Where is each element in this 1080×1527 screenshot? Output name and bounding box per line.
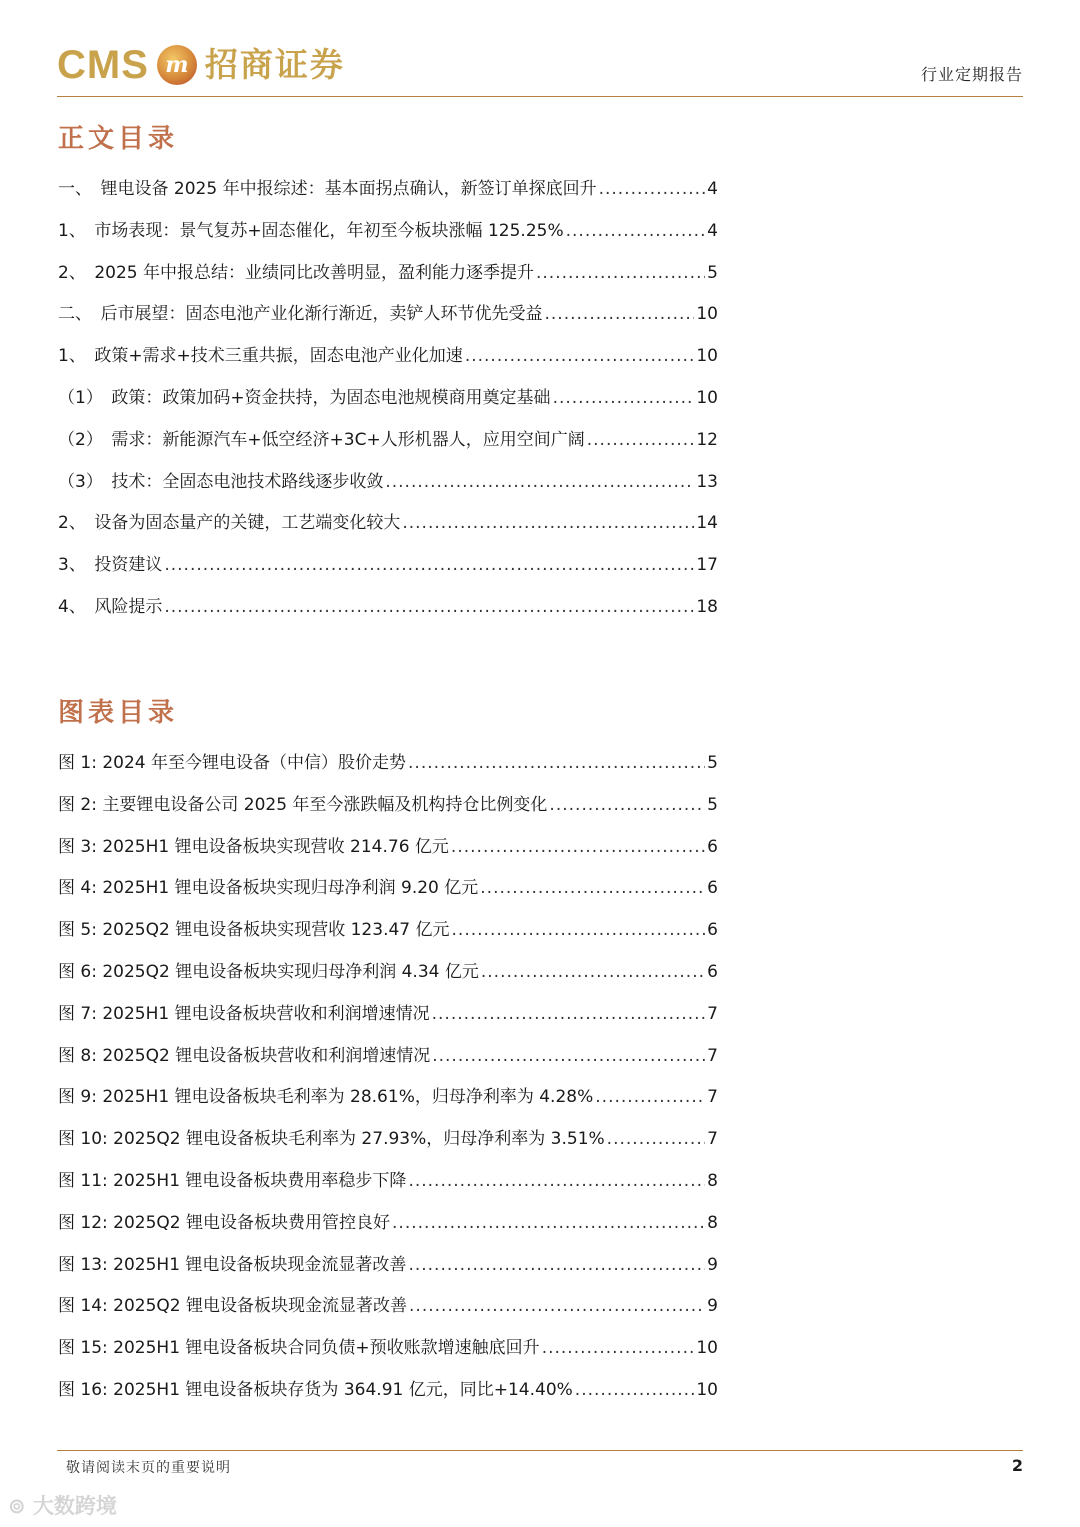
toc-entry[interactable] (58, 425, 718, 467)
toc-entry-text: 2、 2025 年中报总结：业绩同比改善明显，盈利能力逐季提升 (58, 262, 534, 283)
figure-entry-page-number: 5 (707, 753, 718, 773)
figure-entry[interactable] (58, 957, 718, 999)
figure-entry-text: 图 11: 2025H1 锂电设备板块费用率稳步下降 (58, 1170, 407, 1191)
figure-entry[interactable] (58, 1082, 718, 1124)
figure-entry-text: 图 15: 2025H1 锂电设备板块合同负债+预收账款增速触底回升 (58, 1338, 540, 1359)
toc-entry-text: 二、 后市展望：固态电池产业化渐行渐近，卖铲人环节优先受益 (58, 304, 543, 325)
toc-entry[interactable] (58, 341, 718, 383)
figure-entry-page-number: 7 (707, 1087, 718, 1108)
toc-entry-text: 1、 市场表现：景气复苏+固态催化，年初至今板块涨幅 125.25% (58, 220, 564, 241)
figure-entry-text: 图 8: 2025Q2 锂电设备板块营收和利润增速情况 (58, 1045, 431, 1066)
figure-entry-page-number: 9 (707, 1296, 718, 1317)
figure-entry-page-number: 8 (707, 1170, 718, 1191)
dot-leader (408, 1171, 705, 1191)
figure-entry-page-number: 8 (707, 1212, 718, 1233)
toc-entry[interactable] (58, 508, 718, 550)
toc-entry-page-number: 5 (707, 262, 718, 283)
dot-leader (545, 304, 695, 324)
figure-entry[interactable] (58, 1250, 718, 1292)
dot-leader (542, 1338, 695, 1358)
logo-chinese-text: 招商证券 (204, 45, 345, 84)
toc-entry-page-number: 10 (696, 346, 718, 367)
logo-emblem-icon: m (157, 45, 197, 85)
figure-entry-page-number: 7 (707, 1045, 718, 1066)
footer-divider (57, 1450, 1023, 1451)
dot-leader (452, 920, 706, 940)
figure-entry-page-number: 5 (707, 794, 718, 815)
figure-entry[interactable] (58, 1124, 718, 1166)
dot-leader (575, 1380, 695, 1400)
toc-entry-text: （2） 需求：新能源汽车+低空经济+3C+人形机器人，应用空间广阔 (58, 429, 585, 450)
figure-entry-text: 图 6: 2025Q2 锂电设备板块实现归母净利润 4.34 亿元 (58, 961, 479, 982)
toc-entry-page-number: 10 (696, 304, 718, 325)
figure-entry-text: 图 14: 2025Q2 锂电设备板块现金流显著改善 (58, 1296, 408, 1317)
logo-latin-text: CMS (57, 43, 149, 87)
toc-entry-page-number: 18 (696, 596, 718, 617)
toc-entry-page-number: 4 (707, 179, 718, 199)
toc-entry-text: 一、 锂电设备 2025 年中报综述：基本面拐点确认，新签订单探底回升 (58, 179, 597, 199)
dot-leader (432, 1004, 706, 1024)
toc-entry-text: 3、 投资建议 (58, 555, 163, 576)
dot-leader (385, 472, 694, 492)
cms-logo (57, 41, 345, 89)
dot-leader (595, 1087, 705, 1107)
figure-entry-page-number: 6 (707, 961, 718, 982)
report-type-label: 行业定期报告 (920, 65, 1023, 84)
figure-entry[interactable] (58, 873, 718, 915)
figure-entry[interactable] (58, 790, 718, 832)
dot-leader (465, 346, 695, 366)
dot-leader (408, 1255, 705, 1275)
figure-entry[interactable] (58, 1041, 718, 1083)
figure-entry-page-number: 6 (707, 878, 718, 899)
toc-entry[interactable] (58, 174, 718, 216)
figure-entry-page-number: 7 (707, 1003, 718, 1024)
figure-entry-text: 图 13: 2025H1 锂电设备板块现金流显著改善 (58, 1254, 407, 1275)
contents-list (58, 174, 718, 634)
figure-entry[interactable] (58, 915, 718, 957)
figure-entry-page-number: 6 (707, 836, 718, 857)
dot-leader (587, 430, 695, 450)
dot-leader (549, 795, 705, 815)
toc-entry-text: （1） 政策：政策加码+资金扶持，为固态电池规模商用奠定基础 (58, 387, 551, 408)
figure-entry-text: 图 16: 2025H1 锂电设备板块存货为 364.91 亿元，同比+14.40% (58, 1379, 573, 1400)
figure-entry[interactable] (58, 1208, 718, 1250)
figure-entry-text: 图 5: 2025Q2 锂电设备板块实现营收 123.47 亿元 (58, 920, 450, 941)
dot-leader (164, 555, 694, 575)
figure-entry-page-number: 6 (707, 920, 718, 941)
figure-entry[interactable] (58, 1166, 718, 1208)
dot-leader (451, 837, 705, 857)
figure-entry[interactable] (58, 1375, 718, 1417)
figure-entry-page-number: 7 (707, 1129, 718, 1150)
toc-entry-page-number: 14 (696, 513, 718, 534)
toc-entry[interactable] (58, 467, 718, 509)
figure-entry-text: 图 3: 2025H1 锂电设备板块实现营收 214.76 亿元 (58, 836, 449, 857)
toc-entry-text: （3） 技术：全固态电池技术路线逐步收敛 (58, 471, 384, 492)
figure-entry-text: 图 7: 2025H1 锂电设备板块营收和利润增速情况 (58, 1003, 430, 1024)
figure-entry-text: 图 1: 2024 年至今锂电设备（中信）股价走势 (58, 753, 407, 773)
dot-leader (408, 753, 705, 773)
dot-leader (409, 1296, 705, 1316)
toc-entry-page-number: 4 (707, 220, 718, 241)
dot-leader (164, 597, 694, 617)
figure-entry-page-number: 10 (696, 1379, 718, 1400)
toc-entry-page-number: 17 (696, 555, 718, 576)
dot-leader (536, 263, 705, 283)
toc-entry[interactable] (58, 216, 718, 258)
figure-entry[interactable] (58, 832, 718, 874)
toc-entry-text: 1、 政策+需求+技术三重共振，固态电池产业化加速 (58, 346, 463, 367)
figure-entry[interactable] (58, 999, 718, 1041)
dot-leader (481, 962, 705, 982)
figure-entry-text: 图 12: 2025Q2 锂电设备板块费用管控良好 (58, 1212, 391, 1233)
figures-list (58, 748, 718, 1417)
figure-entry-page-number: 9 (707, 1254, 718, 1275)
toc-entry[interactable] (58, 383, 718, 425)
header-divider (57, 96, 1023, 97)
page-header (57, 36, 1023, 96)
figures-title: 图表目录 (58, 698, 179, 728)
toc-entry-page-number: 13 (696, 471, 718, 492)
toc-entry[interactable] (58, 258, 718, 300)
dot-leader (553, 388, 695, 408)
toc-entry-page-number: 10 (696, 387, 718, 408)
dot-leader (566, 221, 706, 241)
dot-leader (607, 1129, 706, 1149)
page-number: 2 (1011, 1456, 1023, 1475)
toc-entry-page-number: 12 (696, 429, 718, 450)
toc-entry[interactable] (58, 299, 718, 341)
dot-leader (392, 1213, 705, 1233)
disclaimer-note: 敬请阅读末页的重要说明 (66, 1460, 231, 1476)
toc-entry[interactable] (58, 550, 718, 592)
toc-entry-text: 4、 风险提示 (58, 596, 163, 617)
figure-entry-text: 图 2: 主要锂电设备公司 2025 年至今涨跌幅及机构持仓比例变化 (58, 794, 548, 815)
figure-entry[interactable] (58, 748, 718, 790)
contents-title: 正文目录 (58, 124, 179, 154)
figure-entry[interactable] (58, 1333, 718, 1375)
dot-leader (432, 1046, 705, 1066)
figure-entry-text: 图 4: 2025H1 锂电设备板块实现归母净利润 9.20 亿元 (58, 878, 479, 899)
dot-leader (599, 179, 706, 199)
figure-entry-text: 图 9: 2025H1 锂电设备板块毛利率为 28.61%，归母净利率为 4.28% (58, 1087, 594, 1108)
figure-entry-page-number: 10 (696, 1338, 718, 1359)
toc-entry-text: 2、 设备为固态量产的关键，工艺端变化较大 (58, 513, 401, 534)
dot-leader (480, 878, 705, 898)
figure-entry[interactable] (58, 1291, 718, 1333)
dot-leader (402, 513, 694, 533)
toc-entry[interactable] (58, 592, 718, 634)
watermark-logo: ⊚ 大数跨境 (8, 1494, 117, 1518)
figure-entry-text: 图 10: 2025Q2 锂电设备板块毛利率为 27.93%，归母净利率为 3.51% (58, 1129, 605, 1150)
